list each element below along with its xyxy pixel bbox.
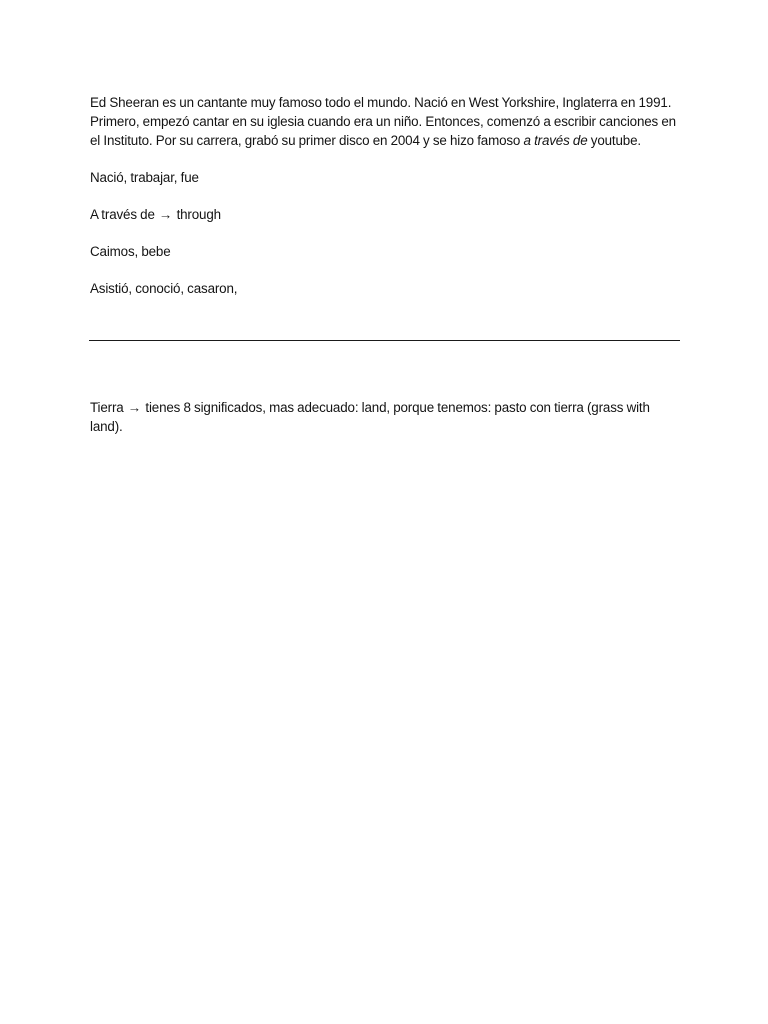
verbs-line-3: Asistió, conoció, casaron, — [90, 281, 238, 296]
verbs-line-2: Caimos, bebe — [90, 244, 171, 259]
verbs-line: Nació, trabajar, fue — [90, 170, 199, 185]
tierra-explanation: tienes 8 significados, mas adecuado: land, porque tenemos: pasto con tierra (grass with land). — [90, 400, 650, 434]
right-arrow-icon: → — [159, 207, 173, 222]
notes-section — [90, 93, 682, 298]
italic-phrase: a través de — [523, 133, 588, 148]
ed-sheeran-paragraph — [90, 93, 678, 150]
phrase-translation-line — [90, 205, 682, 224]
horizontal-divider — [89, 340, 680, 341]
phrase-english: through — [176, 207, 221, 222]
tierra-note — [90, 398, 670, 436]
tierra-section — [90, 398, 670, 436]
paragraph-text: Ed Sheeran es un cantante muy famoso todo el mundo. Nació en West Yorkshire, Inglaterra en 1991. Primero, empezó cantar en su iglesia cuando era un niño. Entonces, comenzó a escribir canciones en el Instituto. Por su carrera, grabó su primer disco en 2004 y se hizo famoso — [90, 95, 676, 148]
right-arrow-icon: → — [127, 400, 142, 415]
phrase-spanish: A través de — [90, 207, 155, 222]
paragraph-end: youtube. — [587, 133, 641, 148]
tierra-word: Tierra — [90, 400, 124, 415]
